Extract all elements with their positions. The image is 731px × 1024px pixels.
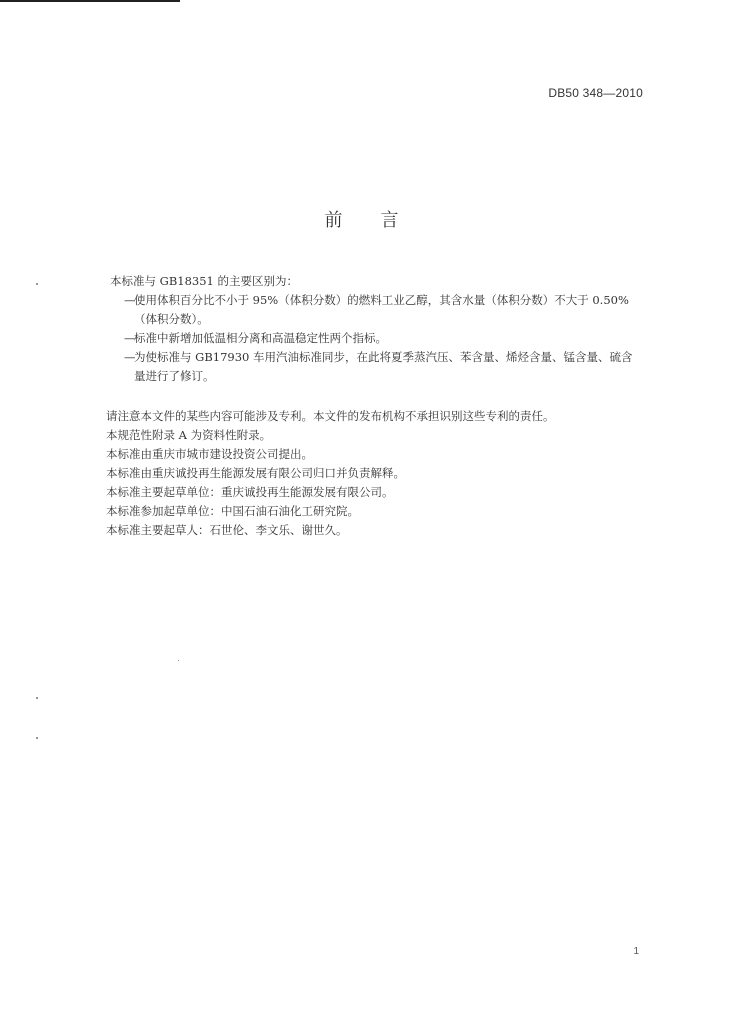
- list-dash: —: [124, 331, 136, 345]
- list-item-text: 使用体积百分比不小于 95%（体积分数）的燃料工业乙醇，其含水量（体积分数）不大于 0.50%（体积分数）。: [134, 293, 629, 326]
- drafters-statement: 本标准主要起草人：石世伦、李文乐、谢世久。: [106, 523, 348, 537]
- document-number: DB50 348—2010: [548, 86, 643, 100]
- list-item-text: 为使标准与 GB17930 车用汽油标准同步，在此将夏季蒸汽压、苯含量、烯烃含量、锰含量、硫含量进行了修订。: [134, 350, 633, 383]
- intro-paragraph: 本标准与 GB18351 的主要区别为：: [110, 274, 299, 288]
- list-item: [110, 348, 640, 386]
- list-item: [110, 329, 640, 348]
- page-number: 1: [633, 946, 639, 957]
- statements-list: [106, 407, 555, 540]
- drafting-unit-statement: 本标准主要起草单位：重庆诚投再生能源发展有限公司。: [106, 485, 394, 499]
- list-item-text: 标准中新增加低温相分离和高温稳定性两个指标。: [134, 331, 387, 345]
- scan-speck: [178, 660, 179, 661]
- appendix-statement: 本规范性附录 A 为资料性附录。: [106, 428, 272, 442]
- scan-speck: [36, 737, 38, 739]
- patent-notice: 请注意本文件的某些内容可能涉及专利。本文件的发布机构不承担识别这些专利的责任。: [106, 409, 555, 423]
- list-dash: —: [124, 293, 136, 307]
- differences-list: [110, 291, 640, 386]
- management-statement: 本标准由重庆诚投再生能源发展有限公司归口并负责解释。: [106, 466, 405, 480]
- list-dash: —: [124, 350, 136, 364]
- top-rule: [0, 0, 180, 2]
- participating-unit-statement: 本标准参加起草单位：中国石油石油化工研究院。: [106, 504, 359, 518]
- proposer-statement: 本标准由重庆市城市建设投资公司提出。: [106, 447, 313, 461]
- scan-speck: [36, 697, 38, 699]
- page-title: 前言: [324, 210, 437, 231]
- list-item: [110, 291, 640, 329]
- scan-speck: [36, 283, 38, 285]
